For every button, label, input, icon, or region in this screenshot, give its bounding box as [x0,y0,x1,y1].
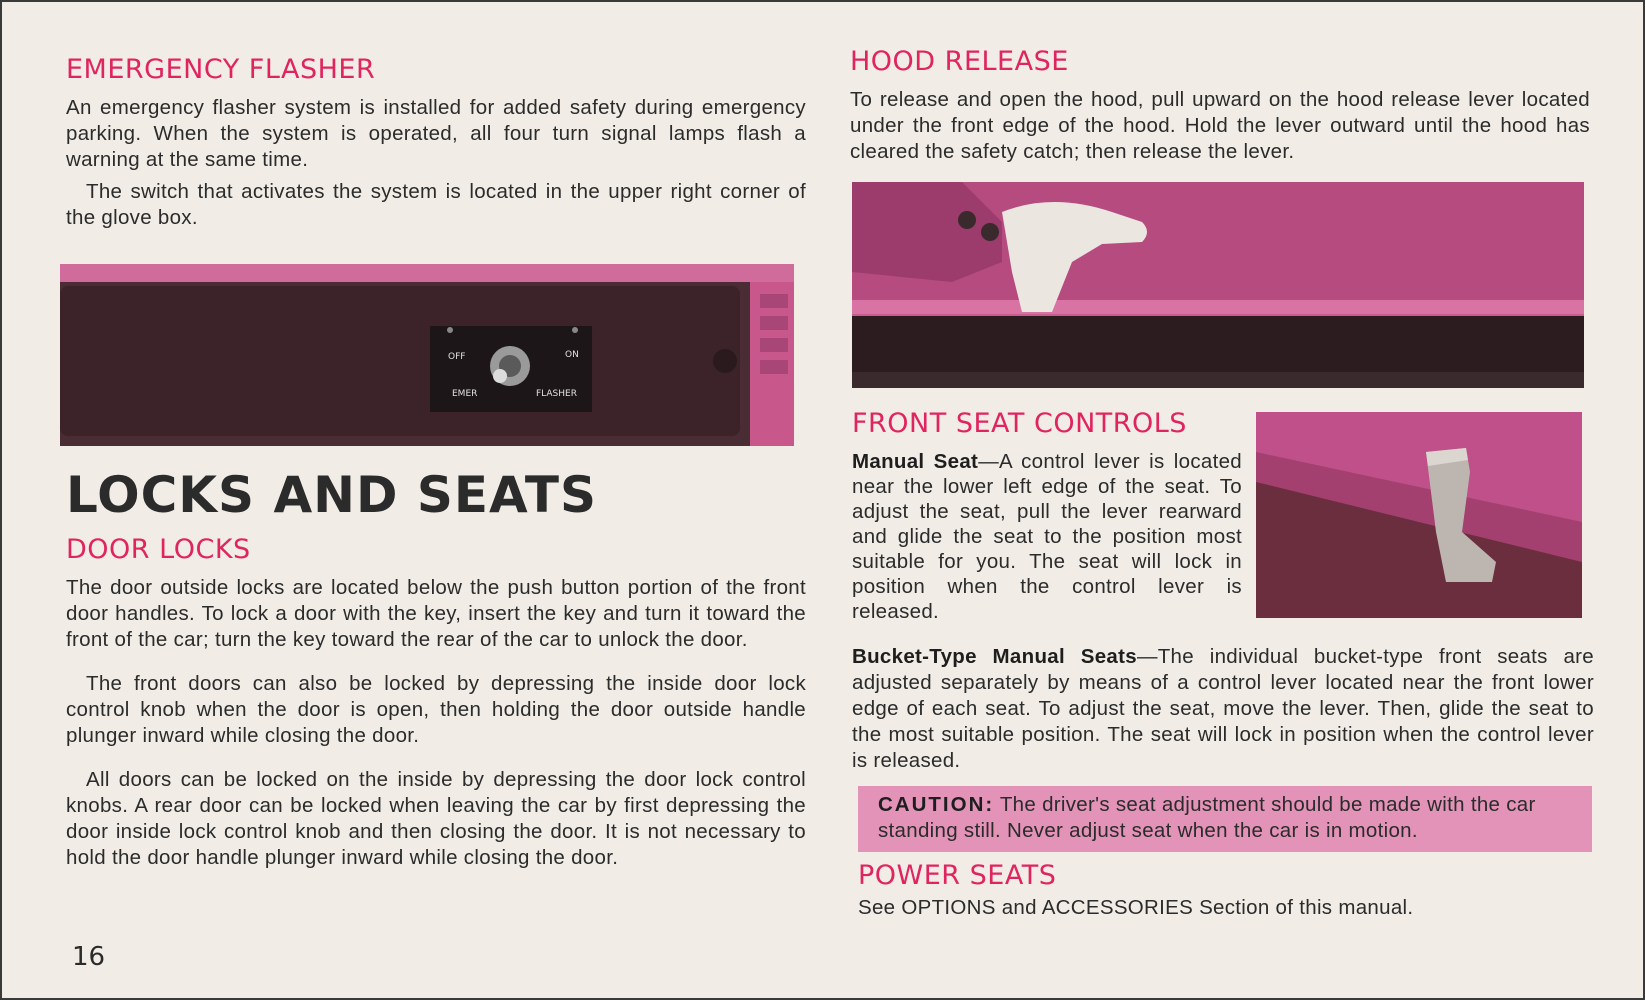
manual-seat-paragraph [852,449,1242,624]
power-seats-text: See OPTIONS and ACCESSORIES Section of this manual. [858,896,1414,919]
door-locks-heading: DOOR LOCKS [66,534,251,565]
bucket-seats-paragraph [852,644,1594,774]
bucket-seats-text: —The individual bucket-type front seats are adjusted separately by means of a control lever located near the front lower edge of each seat. To adjust the seat, move the lever. Then, glide the seat to the most suitable position. The seat will lock in position when the control lever is released. [852,645,1595,772]
bucket-seats-section [852,644,1594,774]
caution-box [858,786,1592,852]
hood-release-illustration [852,182,1584,388]
locks-section [66,466,806,871]
door-locks-paragraph-1: The door outside locks are located below the push button portion of the front door handles. To lock a door with the key, insert the key and turn it toward the front of the car; turn the key toward the rear of the car to unlock the door. [66,576,806,651]
seat-lever-photo [1256,412,1582,618]
caution-label: CAUTION: [878,793,995,816]
switch-off-label: OFF [448,352,466,362]
switch-flasher-label: FLASHER [536,389,577,399]
front-seat-controls-heading: FRONT SEAT CONTROLS [852,408,1187,439]
flasher-switch-photo [60,264,794,446]
section-title: LOCKS AND SEATS [66,466,597,524]
power-seats-section [858,860,1598,921]
door-locks-paragraph-2: The front doors can also be locked by depressing the inside door lock control knob when the door is open, then holding the door outside handle plunger inward while closing the door. [66,672,806,747]
caution-text: The driver's seat adjustment should be made with the car standing still. Never adjust seat when the car is in motion. [878,793,1536,842]
power-seats-heading: POWER SEATS [858,860,1057,891]
door-locks-paragraph-3: All doors can be locked on the inside by depressing the door lock control knobs. A rear door can be locked when leaving the car by first depressing the door inside lock control knob and then closing the door. It is not necessary to hold the door handle plunger inward while closing the door. [66,768,806,869]
flasher-paragraph-2: The switch that activates the system is located in the upper right corner of the glove box. [66,180,806,229]
page-number: 16 [72,942,106,972]
bucket-seats-label: Bucket-Type Manual Seats [852,645,1137,668]
seat-lever-illustration [1256,412,1582,618]
manual-seat-label: Manual Seat [852,450,979,473]
flasher-switch-plate [430,326,592,412]
flasher-paragraph-1: An emergency flasher system is installed for added safety during emergency parking. When the system is operated, all four turn signal lamps flash a warning at the same time. [66,96,806,171]
hood-release-heading: HOOD RELEASE [850,46,1069,77]
hood-release-paragraph: To release and open the hood, pull upward on the hood release lever located under the front edge of the hood. Hold the lever outward until the hood has cleared the safety catch; then release the lever. [850,88,1590,163]
hood-release-photo [852,182,1584,388]
switch-emer-label: EMER [452,389,478,399]
glove-box-illustration [60,264,794,446]
left-column [66,54,806,231]
switch-on-label: ON [565,350,579,360]
right-column [850,46,1590,165]
seat-controls-section [852,408,1242,624]
emergency-flasher-heading: EMERGENCY FLASHER [66,54,376,85]
manual-seat-text: —A control lever is located near the lower left edge of the seat. To adjust the seat, pull the lever rearward and glide the seat to the position most suitable for you. The seat will lock in position when the control lever is released. [852,450,1243,623]
